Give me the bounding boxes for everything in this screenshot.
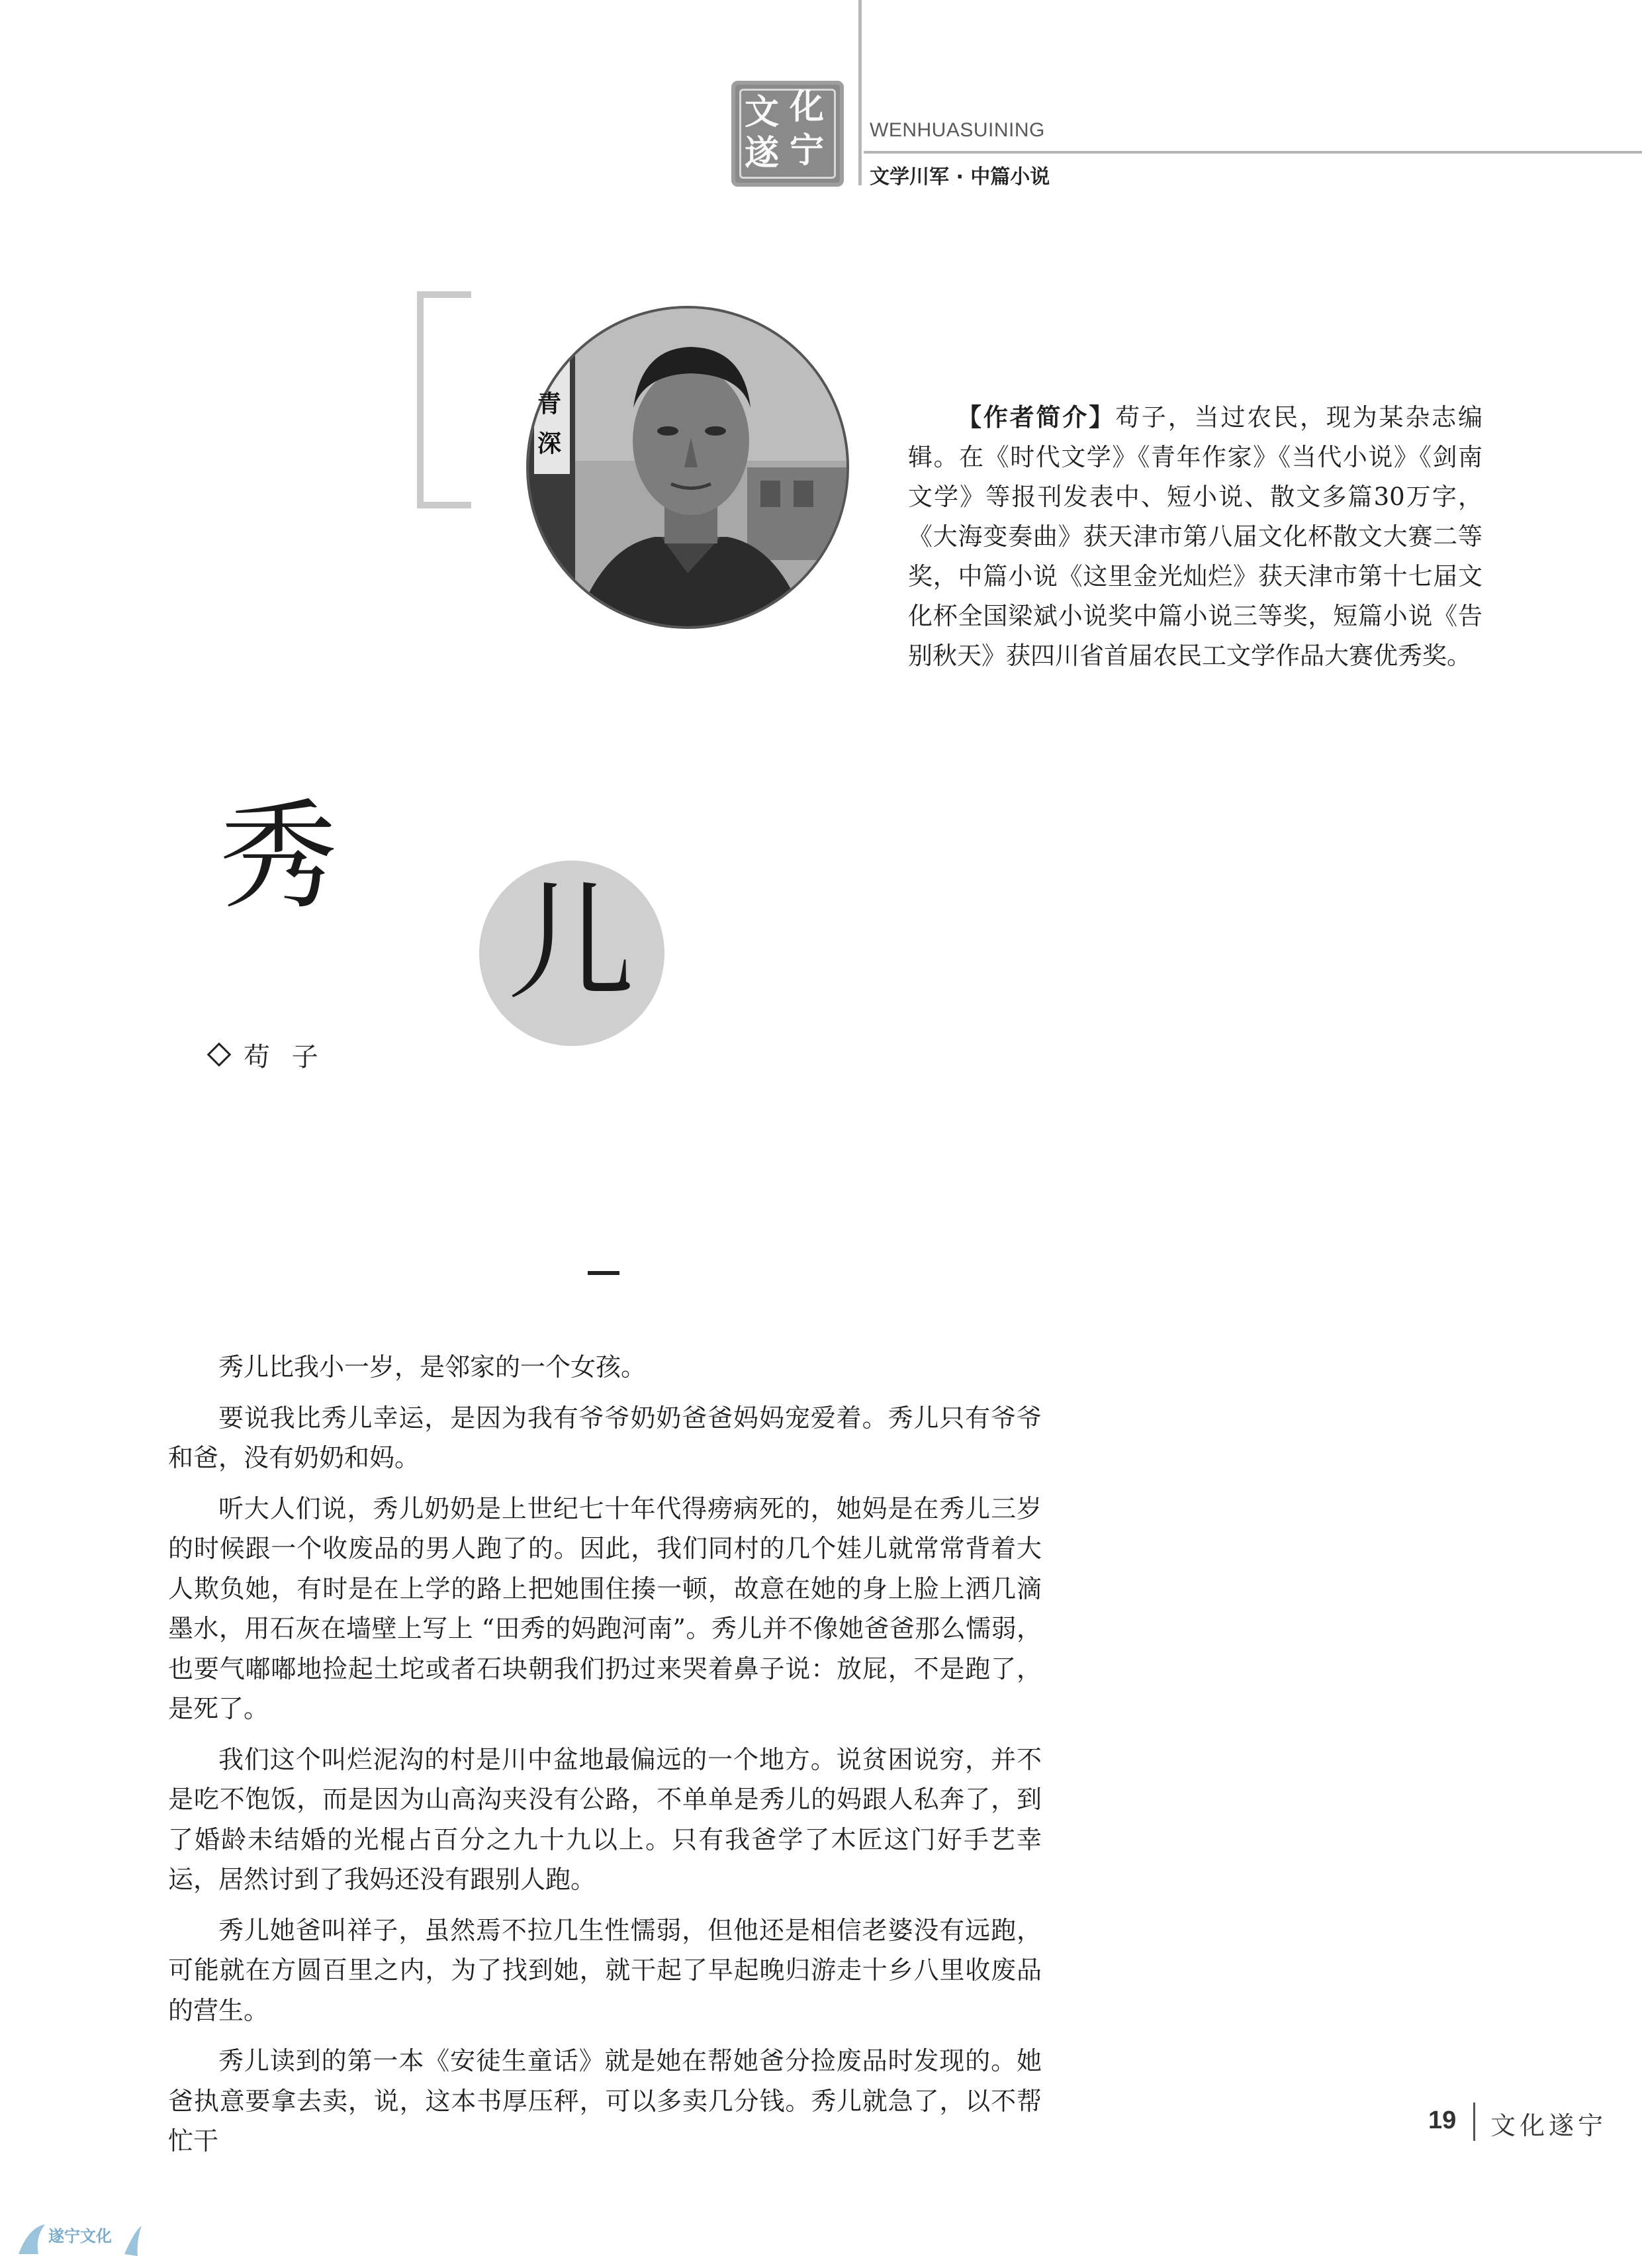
paragraph: 秀儿比我小一岁，是邻家的一个女孩。 bbox=[218, 1352, 647, 1382]
paragraph: 秀儿她爸叫祥子，虽然焉不拉几生性懦弱，但他还是相信老婆没有远跑，可能就在方圆百里之内，为了找到她，就干起了早起晚归游走十乡八里收废品的营生。 bbox=[168, 1915, 1042, 2025]
footer-separator bbox=[1473, 2103, 1475, 2141]
section-number bbox=[588, 1271, 619, 1275]
paragraph: 我们这个叫烂泥沟的村是川中盆地最偏远的一个地方。说贫困说穷，并不是吃不饱饭，而是因为山高沟夹没有公路，不单单是秀儿的妈跟人私奔了，到了婚龄未结婚的光棍占百分之九十九以上。只有我爸学了木匠这门好手艺幸运，居然讨到了我妈还没有跟别人跑。 bbox=[168, 1744, 1042, 1894]
paragraph: 要说我比秀儿幸运，是因为我有爷爷奶奶爸爸妈妈宠爱着。秀儿只有爷爷和爸，没有奶奶和妈。 bbox=[168, 1403, 1042, 1472]
column-label: 文学川军 · 中篇小说 bbox=[870, 165, 1050, 189]
photo-sign-text: 青 深 bbox=[537, 390, 562, 457]
seal-char: 宁 bbox=[790, 130, 825, 171]
article-title-char-1: 秀 bbox=[220, 788, 338, 925]
author-intro-text: 苟子，当过农民，现为某杂志编辑。在《时代文学》《青年作家》《当代小说》《剑南文学》等报刊发表中、短小说、散文多篇30万字，《大海变奏曲》获天津市第八届文化杯散文大赛二等奖，中篇小说《这里金光灿烂》获天津市第十七届文化杯全国梁斌小说奖中篇小说三等奖，短篇小说《告别秋天》获四川省首届农民工文学作品大赛优秀奖。 bbox=[908, 403, 1483, 670]
author-portrait bbox=[526, 306, 849, 629]
byline bbox=[210, 1036, 325, 1074]
article-body bbox=[168, 1347, 1042, 2172]
author-intro bbox=[908, 397, 1482, 676]
author-intro-tag: 【作者简介】 bbox=[957, 402, 1116, 432]
footer-magazine-name: 文化遂宁 bbox=[1490, 2111, 1608, 2140]
corner-logo bbox=[12, 2218, 144, 2264]
magazine-seal-logo bbox=[731, 81, 844, 187]
magazine-english-name: WENHUASUINING bbox=[870, 119, 1045, 141]
diamond-icon bbox=[207, 1043, 232, 1067]
seal-char: 遂 bbox=[745, 133, 780, 173]
paragraph: 秀儿读到的第一本《安徒生童话》就是她在帮她爸分捡废品时发现的。她爸执意要拿去卖，说，这本书厚压秤，可以多卖几分钱。秀儿就急了，以不帮忙干 bbox=[168, 2046, 1042, 2155]
seal-char: 化 bbox=[790, 87, 825, 127]
article-title-char-2: 儿 bbox=[508, 870, 635, 1017]
decorative-bracket bbox=[417, 291, 471, 508]
seal-char: 文 bbox=[745, 92, 780, 132]
page-number: 19 bbox=[1428, 2106, 1457, 2134]
byline-author: 苟 子 bbox=[244, 1042, 325, 1072]
corner-logo-text: 遂宁文化 bbox=[48, 2227, 112, 2245]
header-vertical-rule bbox=[858, 0, 862, 185]
header-horizontal-rule bbox=[864, 151, 1642, 154]
author-portrait-illustration bbox=[529, 308, 846, 626]
paragraph: 听大人们说，秀儿奶奶是上世纪七十年代得痨病死的，她妈是在秀儿三岁的时候跟一个收废品的男人跑了的。因此，我们同村的几个娃儿就常常背着大人欺负她，有时是在上学的路上把她围住揍一顿，故意在她的身上脸上洒几滴墨水，用石灰在墙壁上写上 “田秀的妈跑河南”。秀儿并不像她爸爸那么懦弱，也要气嘟嘟地捡起土坨或者石块朝我们扔过来哭着鼻子说：放屁，不是跑了，是死了。 bbox=[168, 1493, 1042, 1723]
